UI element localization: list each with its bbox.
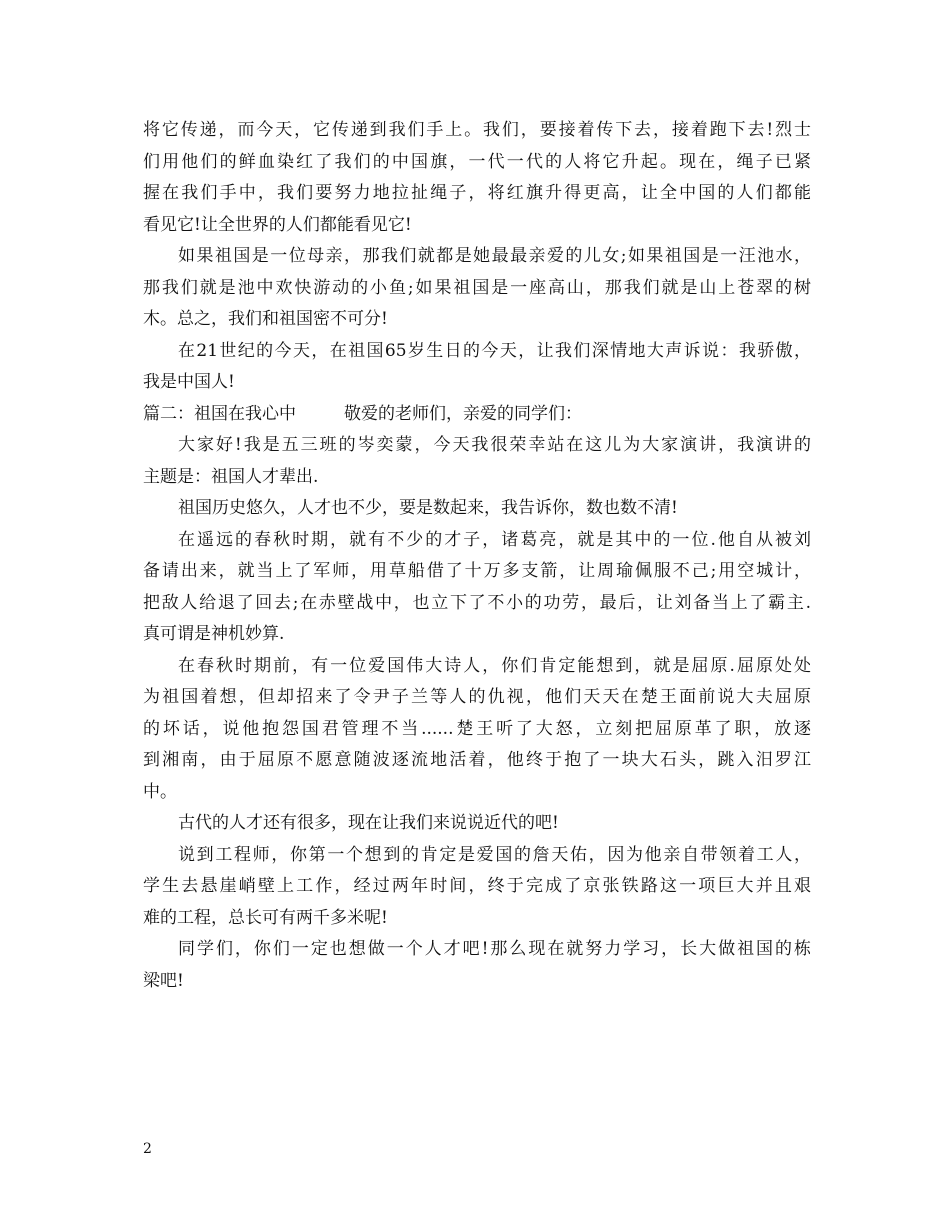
text-line: 那我们就是池中欢快游动的小鱼;如果祖国是一座高山，那我们就是山上苍翠的树 (143, 277, 811, 298)
text-line: 在春秋时期前，有一位爱国伟大诗人，你们肯定能想到，就是屈原.屈原处处 (178, 655, 811, 676)
text-line: 古代的人才还有很多，现在让我们来说说近代的吧! (178, 813, 559, 833)
text-line: 在21世纪的今天，在祖国65岁生日的今天，让我们深情地大声诉说：我骄傲， (178, 340, 811, 361)
text-line: 的坏话，说他抱怨国君管理不当......楚王听了大怒，立刻把屈原革了职，放逐 (143, 718, 811, 739)
document-body (143, 115, 811, 997)
speech-greeting: 敬爱的老师们，亲爱的同学们： (344, 403, 582, 424)
text-line: 们用他们的鲜血染红了我们的中国旗，一代一代的人将它升起。现在，绳子已紧 (143, 151, 811, 172)
text-line: 主题是：祖国人才辈出. (143, 466, 319, 487)
text-line: 把敌人给退了回去;在赤壁战中，也立下了不小的功劳，最后，让刘备当上了霸主. (143, 592, 811, 613)
text-line: 祖国历史悠久，人才也不少，要是数起来，我告诉你，数也数不清! (178, 498, 678, 518)
text-line: 如果祖国是一位母亲，那我们就都是她最最亲爱的儿女;如果祖国是一汪池水， (178, 246, 811, 266)
text-line: 真可谓是神机妙算. (143, 624, 285, 644)
text-line: 到湘南，由于屈原不愿意随波逐流地活着，他终于抱了一块大石头，跳入汨罗江 (143, 750, 811, 770)
page-number: 2 (143, 1141, 152, 1157)
text-line: 看见它!让全世界的人们都能看见它! (143, 214, 412, 235)
text-line: 说到工程师，你第一个想到的肯定是爱国的詹天佑，因为他亲自带领着工人， (178, 844, 811, 865)
text-line: 备请出来，就当上了军师，用草船借了十万多支箭，让周瑜佩服不己;用空城计， (143, 561, 811, 581)
text-line: 木。总之，我们和祖国密不可分! (143, 309, 388, 329)
section-title: 篇二：祖国在我心中 (143, 403, 296, 424)
text-line: 学生去悬崖峭壁上工作，经过两年时间，终于完成了京张铁路这一项巨大并且艰 (143, 876, 811, 896)
text-line: 梁吧! (143, 970, 184, 991)
section-heading (143, 399, 811, 431)
text-line: 同学们，你们一定也想做一个人才吧!那么现在就努力学习，长大做祖国的栋 (178, 939, 811, 959)
text-line: 在遥远的春秋时期，就有不少的才子，诸葛亮，就是其中的一位.他自从被刘 (178, 529, 811, 550)
text-line: 将它传递，而今天，它传递到我们手上。我们，要接着传下去，接着跑下去!烈士 (143, 120, 811, 140)
text-line: 为祖国着想，但却招来了令尹子兰等人的仇视，他们天天在楚王面前说大夫屈原 (143, 687, 811, 707)
text-line: 握在我们手中，我们要努力地拉扯绳子，将红旗升得更高，让全中国的人们都能 (143, 183, 811, 203)
text-line: 我是中国人! (143, 372, 235, 392)
text-line: 难的工程，总长可有两千多米呢! (143, 907, 388, 928)
text-line: 中。 (143, 781, 177, 802)
text-line: 大家好!我是五三班的岑奕蒙，今天我很荣幸站在这儿为大家演讲，我演讲的 (178, 435, 811, 455)
